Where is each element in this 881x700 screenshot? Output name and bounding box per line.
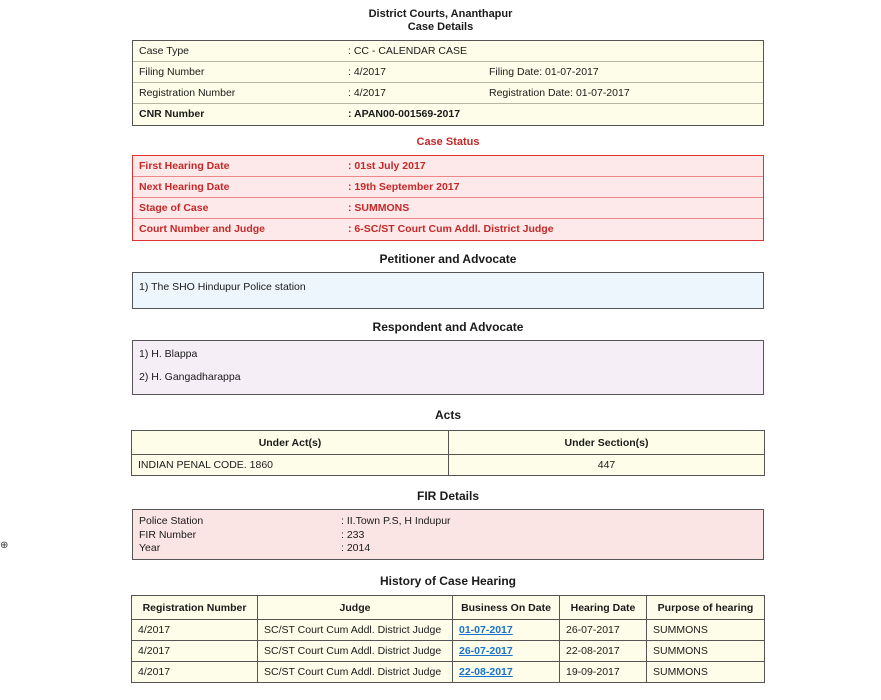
case-status-box bbox=[132, 155, 764, 241]
table-row bbox=[132, 455, 765, 476]
history-business-cell bbox=[453, 641, 560, 662]
petitioner-item: 1) The SHO Hindupur Police station bbox=[139, 281, 306, 293]
history-reg-number: 4/2017 bbox=[132, 662, 258, 683]
acts-table bbox=[131, 430, 765, 476]
history-header: Business On Date bbox=[453, 596, 560, 620]
stage-row bbox=[133, 198, 763, 219]
business-date-link[interactable]: 26-07-2017 bbox=[459, 645, 513, 657]
filing-number-value: : 4/2017 bbox=[348, 66, 386, 78]
history-header: Hearing Date bbox=[560, 596, 647, 620]
next-hearing-label: Next Hearing Date bbox=[139, 181, 230, 193]
history-header: Registration Number bbox=[132, 596, 258, 620]
fir-values bbox=[341, 515, 451, 556]
history-hearing-date: 26-07-2017 bbox=[560, 620, 647, 641]
respondent-box bbox=[132, 340, 764, 395]
acts-title: Acts bbox=[434, 408, 461, 422]
history-reg-number: 4/2017 bbox=[132, 641, 258, 662]
history-judge: SC/ST Court Cum Addl. District Judge bbox=[258, 662, 453, 683]
history-purpose: SUMMONS bbox=[647, 641, 765, 662]
respondent-title: Respondent and Advocate bbox=[372, 320, 524, 334]
history-header: Judge bbox=[258, 596, 453, 620]
business-date-link[interactable]: 01-07-2017 bbox=[459, 624, 513, 636]
history-header: Purpose of hearing bbox=[647, 596, 765, 620]
petitioner-title: Petitioner and Advocate bbox=[379, 252, 517, 266]
court-judge-label: Court Number and Judge bbox=[139, 223, 266, 235]
case-type-row bbox=[133, 41, 763, 62]
fir-title: FIR Details bbox=[416, 489, 479, 503]
next-hearing-value: : 19th September 2017 bbox=[348, 181, 460, 193]
act-name: INDIAN PENAL CODE. 1860 bbox=[132, 455, 449, 476]
history-purpose: SUMMONS bbox=[647, 620, 765, 641]
history-hearing-date: 22-08-2017 bbox=[560, 641, 647, 662]
history-hearing-date: 19-09-2017 bbox=[560, 662, 647, 683]
fir-number-value: : 233 bbox=[341, 528, 365, 541]
fir-year-value: : 2014 bbox=[341, 542, 371, 554]
registration-number-value: : 4/2017 bbox=[348, 87, 386, 99]
respondent-item: 1) H. Blappa bbox=[139, 348, 198, 360]
case-type-label: Case Type bbox=[139, 45, 190, 57]
act-section: 447 bbox=[449, 455, 765, 476]
fir-year-label: Year bbox=[139, 542, 161, 554]
filing-number-label: Filing Number bbox=[139, 66, 205, 78]
history-judge: SC/ST Court Cum Addl. District Judge bbox=[258, 620, 453, 641]
acts-header: Under Act(s) bbox=[132, 431, 449, 455]
filing-number-row bbox=[133, 62, 763, 83]
page-subtitle: Case Details bbox=[407, 21, 474, 33]
stage-value: : SUMMONS bbox=[348, 202, 410, 214]
fir-box bbox=[132, 509, 764, 560]
case-type-value: : CC - CALENDAR CASE bbox=[348, 45, 468, 57]
table-row bbox=[132, 620, 765, 641]
first-hearing-label: First Hearing Date bbox=[139, 160, 230, 172]
fir-police-station-label: Police Station bbox=[139, 515, 204, 527]
stage-label: Stage of Case bbox=[139, 202, 209, 214]
table-row bbox=[132, 662, 765, 683]
case-status-title: Case Status bbox=[416, 136, 480, 148]
registration-date: Registration Date: 01-07-2017 bbox=[489, 87, 630, 99]
case-details-box bbox=[132, 40, 764, 126]
history-table bbox=[131, 595, 765, 683]
first-hearing-row bbox=[133, 156, 763, 177]
history-business-cell bbox=[453, 662, 560, 683]
history-judge: SC/ST Court Cum Addl. District Judge bbox=[258, 641, 453, 662]
court-judge-value: : 6-SC/ST Court Cum Addl. District Judge bbox=[348, 223, 554, 235]
respondent-item: 2) H. Gangadharappa bbox=[139, 371, 241, 383]
fir-labels bbox=[139, 515, 203, 556]
cnr-number-label: CNR Number bbox=[139, 108, 205, 120]
fir-number-label: FIR Number bbox=[139, 528, 197, 541]
petitioner-box bbox=[132, 272, 764, 309]
cnr-number-row bbox=[133, 104, 763, 125]
acts-header: Under Section(s) bbox=[449, 431, 765, 455]
history-title: History of Case Hearing bbox=[379, 574, 517, 588]
fir-police-station-value: : II.Town P.S, H Indupur bbox=[341, 515, 451, 527]
first-hearing-value: : 01st July 2017 bbox=[348, 160, 426, 172]
business-date-link[interactable]: 22-08-2017 bbox=[459, 666, 513, 678]
table-row bbox=[132, 641, 765, 662]
filing-date: Filing Date: 01-07-2017 bbox=[489, 66, 599, 78]
history-reg-number: 4/2017 bbox=[132, 620, 258, 641]
registration-number-row bbox=[133, 83, 763, 104]
court-judge-row bbox=[133, 219, 763, 240]
registration-number-label: Registration Number bbox=[139, 87, 236, 99]
history-business-cell bbox=[453, 620, 560, 641]
cnr-number-value: : APAN00-001569-2017 bbox=[348, 108, 461, 120]
next-hearing-row bbox=[133, 177, 763, 198]
history-purpose: SUMMONS bbox=[647, 662, 765, 683]
crosshair-icon: ⊕ bbox=[0, 540, 9, 551]
court-name: District Courts, Ananthapur bbox=[368, 8, 513, 20]
